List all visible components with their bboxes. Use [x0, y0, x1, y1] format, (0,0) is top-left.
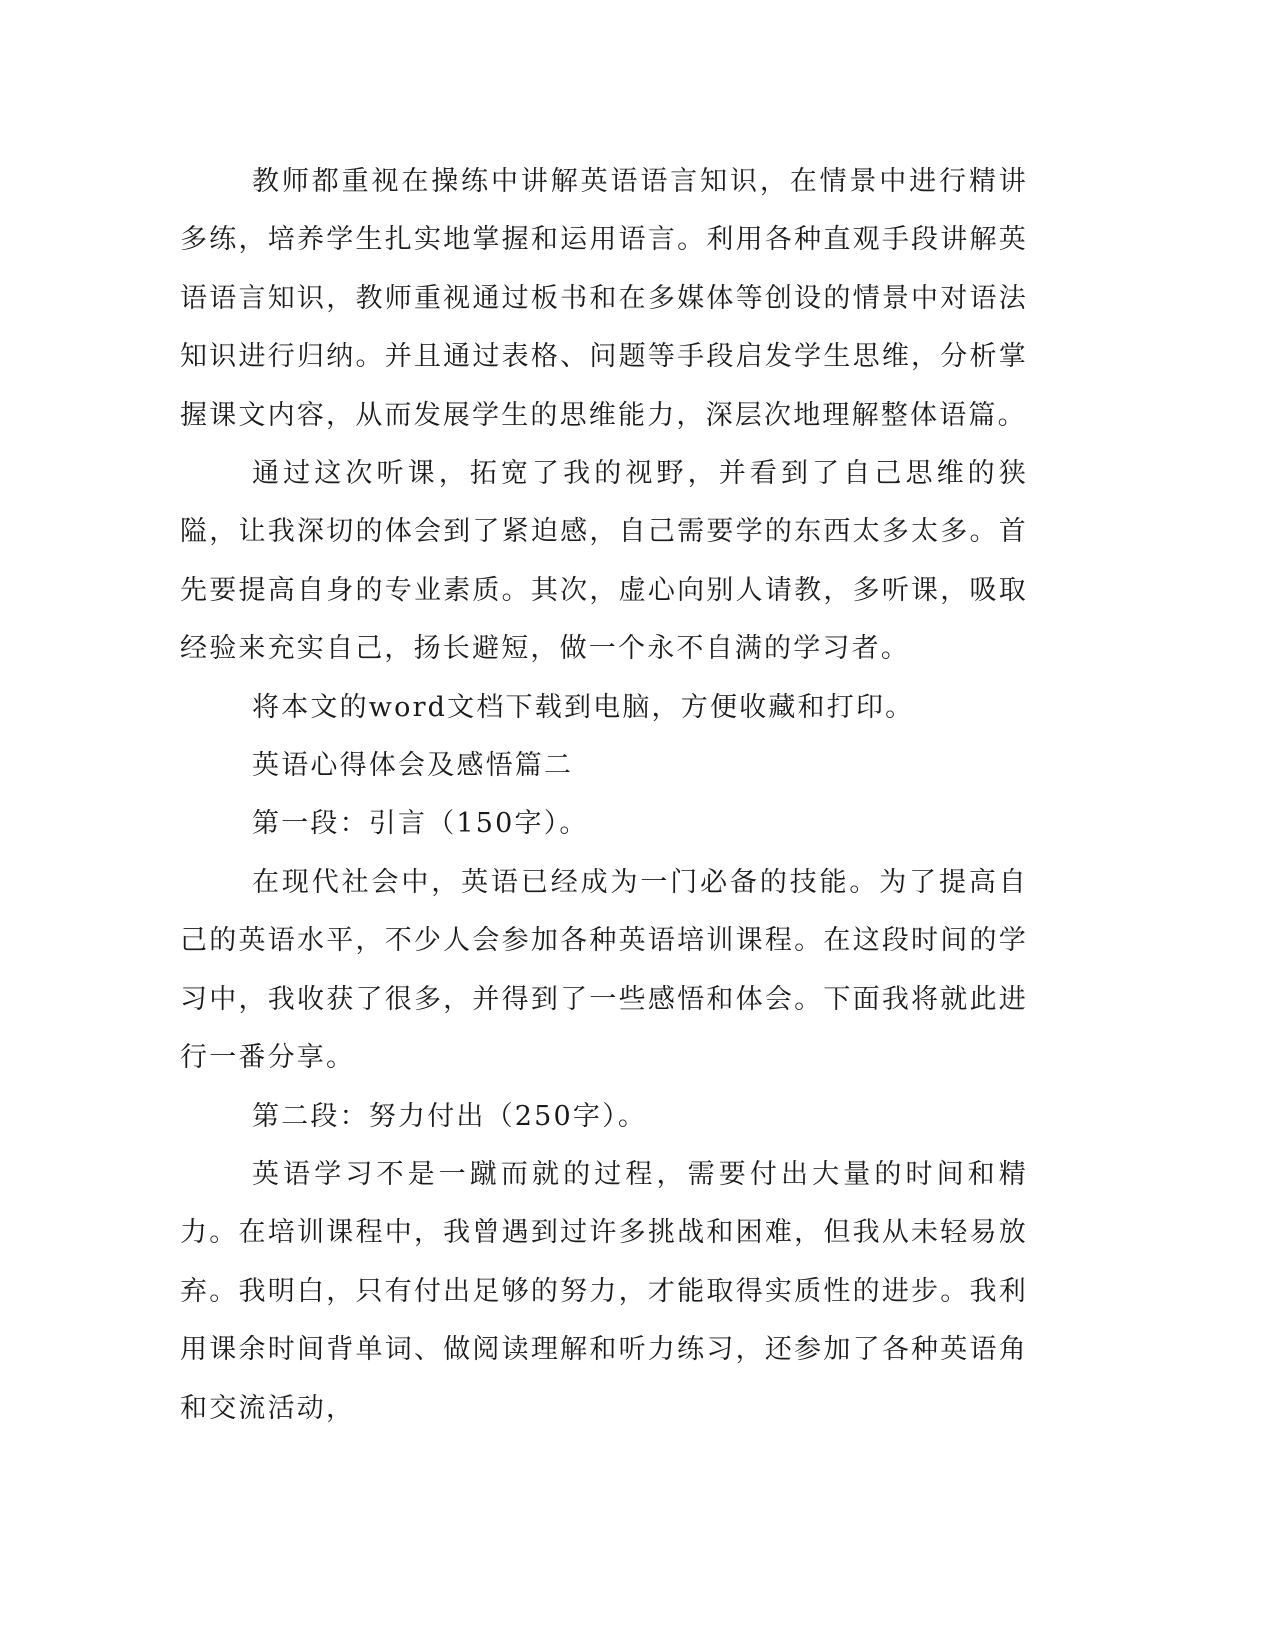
article-title: 英语心得体会及感悟篇二 [252, 750, 574, 782]
section-heading-1: 第一段：引言（150字）。 [252, 808, 589, 840]
document-body [180, 153, 1028, 1438]
paragraph-reflection: 通过这次听课，拓宽了我的视野，并看到了自己思维的狭隘，让我深切的体会到了紧迫感，自己需要学的东西太多太多。首先要提高自身的专业素质。其次，虚心向别人请教，多听课，吸取经验来充实自己，扬长避短，做一个永不自满的学习者。 [180, 458, 1028, 665]
paragraph-teaching-methods: 教师都重视在操练中讲解英语语言知识，在情景中进行精讲多练，培养学生扎实地掌握和运用语言。利用各种直观手段讲解英语语言知识，教师重视通过板书和在多媒体等创设的情景中对语法知识进行归纳。并且通过表格、问题等手段启发学生思维，分析掌握课文内容，从而发展学生的思维能力，深层次地理解整体语篇。 [180, 166, 1028, 431]
paragraph-download-note: 将本文的word文档下载到电脑，方便收藏和打印。 [252, 691, 915, 723]
section-heading-2: 第二段：努力付出（250字）。 [252, 1100, 648, 1132]
paragraph-effort: 英语学习不是一蹴而就的过程，需要付出大量的时间和精力。在培训课程中，我曾遇到过许多挑战和困难，但我从未轻易放弃。我明白，只有付出足够的努力，才能取得实质性的进步。我利用课余时间背单词、做阅读理解和听力练习，还参加了各种英语角和交流活动， [180, 1158, 1028, 1424]
paragraph-introduction: 在现代社会中，英语已经成为一门必备的技能。为了提高自己的英语水平，不少人会参加各种英语培训课程。在这段时间的学习中，我收获了很多，并得到了一些感悟和体会。下面我将就此进行一番分享。 [180, 866, 1028, 1074]
